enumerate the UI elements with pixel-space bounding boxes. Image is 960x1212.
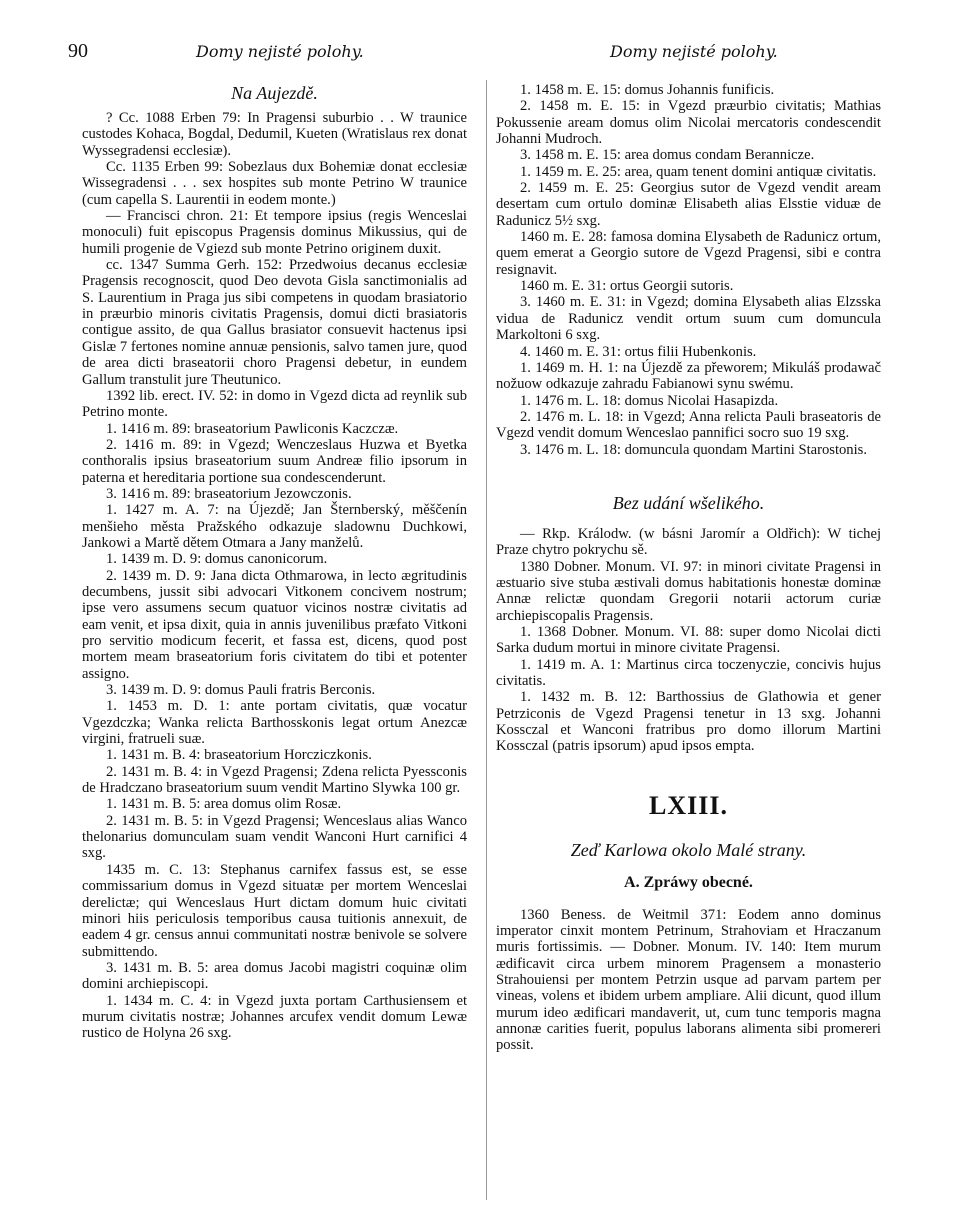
entry: 1. 1419 m. A. 1: Martinus circa toczenyczie, concivis hujus civitatis. (496, 656, 881, 689)
entry: 1392 lib. erect. IV. 52: in domo in Vgezd dicta ad reynlik sub Petrino monte. (82, 387, 467, 421)
entry: 3. 1416 m. 89: braseatorium Jezowczonis. (106, 485, 352, 502)
entry: 1. 1431 m. B. 4: braseatorium Horcziczkonis. (106, 747, 372, 764)
entry: 1. 1476 m. L. 18: domus Nicolai Hasapizda. (520, 392, 779, 409)
entry: 1. 1416 m. 89: braseatorium Pawliconis Kaczczæ. (106, 420, 399, 437)
entry: 1360 Beness. de Weitmil 371: Eodem anno dominus imperator cinxit montem Petrinum, Strahoviam et Hraczanum muris fortissimis. — Dobner. Monum. IV. 140: Item murum ædificavit circa urbem minorem Pragensem a monasterio Strahouiensi per montem Petrzin usque ad parvam partem per vineas, volens et ibidem urbem ampliare. Alii dicunt, quod illum murum ideo ædificari mandaverit, ut, cum tunc temporis magna annonæ carities fuerit, populus laborans alimenta sibi promereri possit. (496, 906, 881, 1054)
entry: 2. 1459 m. E. 25: Georgius sutor de Vgezd vendit aream desertam cum ortulo dominæ Elisabeth alias Elsstie viduæ de Radunicz 5½ sxg. (496, 180, 881, 229)
entry: — Rkp. Králodw. (w básni Jaromír a Oldřich): W tichej Praze chytro pokrychu sě. (496, 525, 881, 559)
entry: 1. 1431 m. B. 5: area domus olim Rosæ. (106, 796, 342, 813)
right-column (496, 82, 881, 1054)
entry: — Francisci chron. 21: Et tempore ipsius (regis Wenceslai monoculi) fuit episcopus Pragensis dominus Mikussius, qui de humili progenie de Vgiezd sub monte Petrino originem duxit. (82, 208, 467, 257)
entry: 1. 1453 m. D. 1: ante portam civitatis, quæ vocatur Vgezdczka; Wanka relicta Barthosskonis legat ortum Anezcæ virgini, fratrueli suæ. (82, 698, 467, 748)
chapter-number: LXIII. (649, 790, 728, 820)
column-divider (486, 80, 487, 1200)
entry: 1. 1439 m. D. 9: domus canonicorum. (106, 551, 328, 568)
entry: cc. 1347 Summa Gerh. 152: Przedwoius decanus ecclesiæ Pragensis recognoscit, quod Deo devota Gisla sanctimonialis ad S. Laurentium in Praga jus sibi competens in quodam brasiatorio in præurbio minoris civitatis Pragensis, domui dicti brasiatoris contigue assito, de qua Gallus brasiator consuevit hactenus ipsi Gislæ 7 fertones nomine annuæ pensionis, salvo tamen jure, quod de area dicti braseatorii choro Pragensi debetur, in eundem Gallum transtulit jure Theutunico. (82, 257, 467, 388)
subsection-title: A. Zpráwy obecné. (624, 873, 753, 891)
entry: 1460 m. E. 31: ortus Georgii sutoris. (520, 278, 734, 295)
entry: 1. 1434 m. C. 4: in Vgezd juxta portam Carthusiensem et murum civitatis nostræ; Johannes arcufex vendit domum Lewæ rustico de Holyna 26 sxg. (82, 992, 467, 1042)
entry: 1435 m. C. 13: Stephanus carnifex fassus est, se esse commissarium domus in Vgezd situatæ per mortem Wenceslai derelictæ; qui Wenceslaus Hurt dictam domum huic civitati minori hiis periculosis temporibus causa tuitionis annexuit, de eadem 4 gr. census annui communitati nostræ benivole se solvere submittendo. (82, 861, 467, 960)
entry: 3. 1458 m. E. 15: area domus condam Berannicze. (520, 147, 815, 164)
entry: 2. 1416 m. 89: in Vgezd; Wenczeslaus Huzwa et Byetka conthoralis ipsius braseatorium suum Andreæ filio ipsorum in paterna et hereditaria portione sua condescenderunt. (82, 436, 467, 486)
entry: 4. 1460 m. E. 31: ortus filii Hubenkonis. (520, 343, 757, 360)
entry: ? Cc. 1088 Erben 79: In Pragensi suburbio . . W traunice custodes Kohaca, Bogdal, Dedumil, Kueten (Wratislaus rex donat Wyssegradensi ecclesiæ). (82, 110, 467, 159)
running-head-left: Domy nejisté polohy. (196, 42, 364, 61)
entry: 1. 1459 m. E. 25: area, quam tenent domini antiquæ civitatis. (520, 163, 877, 180)
entry: 2. 1431 m. B. 5: in Vgezd Pragensi; Wenceslaus alias Wanco thelonarius domunculam suam vendit Wanconi Hurt carnifici 4 sxg. (82, 812, 467, 862)
entry: 3. 1476 m. L. 18: domuncula quondam Martini Starostonis. (520, 441, 867, 458)
page-number: 90 (68, 40, 88, 62)
entry: 1. 1432 m. B. 12: Barthossius de Glathowia et gener Petrziconis de Vgezd Pragensi tenetur in 13 sxg. Johanni Kossczal et Wanconi fratribus pro domo illorum Martini Kossczal (patris ipsorum) apud ipsos empta. (496, 689, 881, 755)
entry: 1. 1368 Dobner. Monum. VI. 88: super domo Nicolai dicti Sarka dudum mortui in minore civitate Pragensi. (496, 623, 881, 657)
entry: 1. 1458 m. E. 15: domus Johannis funificis. (520, 82, 775, 98)
entry: 1. 1427 m. A. 7: na Újezdě; Jan Šternberský, měščenín menšieho města Pražského odkazuje sladownu Duchkowi, Jankowi a Martě dětem Otmara a Jany manželů. (82, 502, 467, 551)
entry: Cc. 1135 Erben 99: Sobezlaus dux Bohemiæ donat ecclesiæ Wissegradensi . . . sex hospites sub monte Petrino W traunice (cum capella S. Laurentii in eodem monte.) (82, 159, 467, 208)
entry: 1. 1469 m. H. 1: na Újezdě za přeworem; Mikuláš prodawač nožuow odkazuje zahradu Fabianowi synu swému. (496, 359, 881, 393)
entry: 3. 1439 m. D. 9: domus Pauli fratris Berconis. (106, 682, 376, 699)
entry: 3. 1460 m. E. 31: in Vgezd; domina Elysabeth alias Elzsska vidua de Radunicz vendit ortum suum cum domuncula Markoltoni 6 sxg. (496, 294, 881, 344)
entry: 2. 1431 m. B. 4: in Vgezd Pragensi; Zdena relicta Pyessconis de Hradczano braseatorium suum vendit Martino Slywka 100 gr. (82, 763, 467, 797)
running-head-right: Domy nejisté polohy. (610, 42, 778, 61)
entry: 2. 1476 m. L. 18: in Vgezd; Anna relicta Pauli braseatoris de Vgezd vendit domum Wenceslao pannifici socro suo 19 sxg. (496, 408, 881, 442)
entry: 3. 1431 m. B. 5: area domus Jacobi magistri coquinæ olim domini archiepiscopi. (82, 959, 467, 993)
chapter-title: Zeď Karlowa okolo Malé strany. (570, 839, 807, 860)
section-heading-bez-udani: Bez udání wšelikého. (612, 492, 765, 513)
entry: 2. 1458 m. E. 15: in Vgezd præurbio civitatis; Mathias Pokussenie aream domus olim Nicolai mercatoris condescendit Johanni Mudroch. (496, 98, 881, 148)
left-column (82, 82, 467, 1042)
section-heading-na-aujezde: Na Aujezdě. (231, 83, 318, 103)
entry: 1460 m. E. 28: famosa domina Elysabeth de Radunicz ortum, quem emerat a Georgio sutore de Vgezd Pragensi, sibi e contra resignavit. (496, 229, 881, 278)
entry: 2. 1439 m. D. 9: Jana dicta Othmarowa, in lecto ægritudinis decumbens, jussit sibi advocari Vitkonem concivem nostrum; ipse vero assumens secum quatuor vicinos nostræ civitatis ad eam venit, et ipsa dixit, quia in annis juvenilibus præfato Vitkoni pro servitio modicum fecerit, et fassa est, dicens, quod post mortem meam braseatorium foris civitatem do tibi et potenter assigno. (82, 567, 467, 682)
entry: 1380 Dobner. Monum. VI. 97: in minori civitate Pragensi in æstuario sive stuba æstivali domus habitationis honestæ dominæ Annæ relictæ quondam Gregorii notarii actorum curiæ archiepiscopalis Pragensis. (496, 558, 881, 624)
